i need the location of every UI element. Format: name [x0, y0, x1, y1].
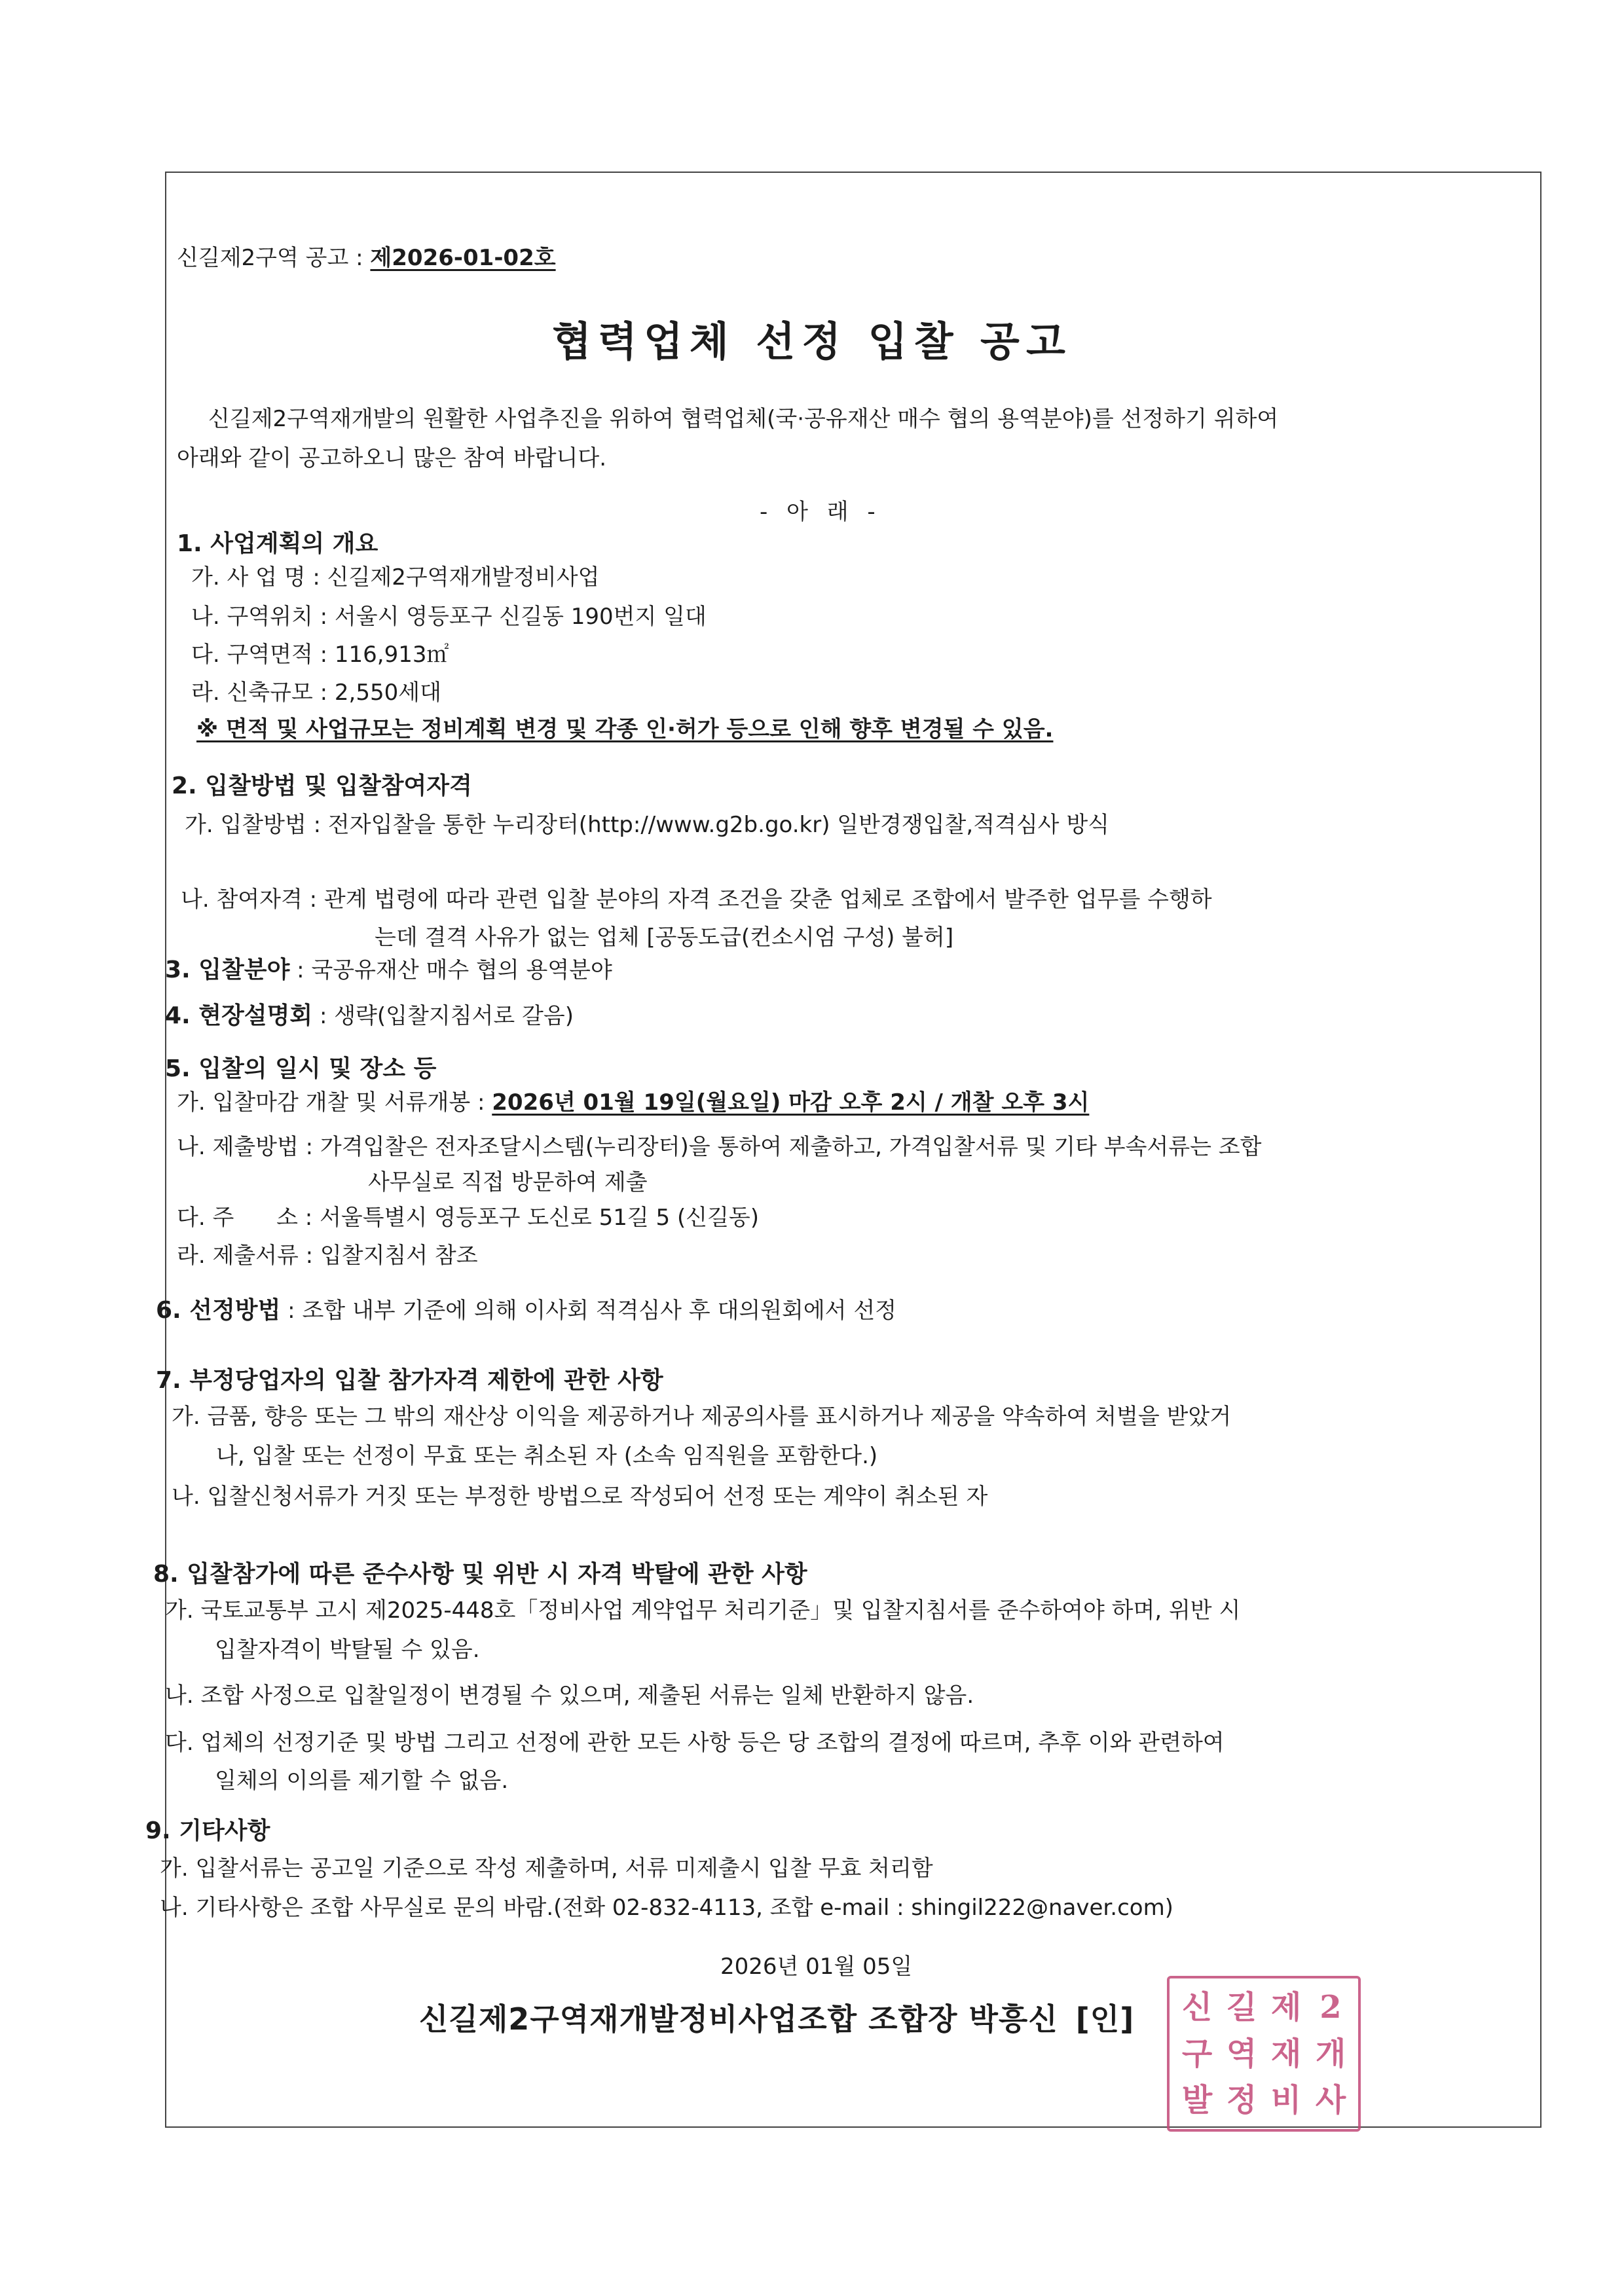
section-5-heading: 5. 입찰의 일시 및 장소 등	[165, 1055, 437, 1082]
seal-glyph: 신	[1181, 1988, 1213, 2026]
section-3	[165, 955, 612, 986]
section-1-item-b: 나. 구역위치 : 서울시 영등포구 신길동 190번지 일대	[191, 604, 707, 630]
section-1-item-c: 다. 구역면적 : 116,913㎡	[191, 642, 449, 668]
section-8-item-c-line-1: 다. 업체의 선정기준 및 방법 그리고 선정에 관한 모든 사항 등은 당 조합의 결정에 따르며, 추후 이와 관련하여	[165, 1730, 1225, 1756]
section-5-submit-line-1: 나. 제출방법 : 가격입찰은 전자조달시스템(누리장터)을 통하여 제출하고, 가격입찰서류 및 기타 부속서류는 조합	[177, 1134, 1262, 1160]
section-1-note: ※ 면적 및 사업규모는 정비계획 변경 및 각종 인·허가 등으로 인해 향후 변경될 수 있음.	[196, 716, 1054, 742]
seal-glyph: 정	[1226, 2082, 1257, 2119]
section-2-method: 가. 입찰방법 : 전자입찰을 통한 누리장터(http://www.g2b.go.kr) 일반경쟁입찰,적격심사 방식	[185, 812, 1110, 838]
section-6	[156, 1295, 896, 1326]
section-7-item-a-line-2: 나, 입찰 또는 선정이 무효 또는 취소된 자 (소속 임직원을 포함한다.)	[216, 1443, 878, 1469]
notice-date: 2026년 01월 05일	[720, 1954, 913, 1980]
section-5-documents: 라. 제출서류 : 입찰지침서 참조	[177, 1243, 478, 1269]
seal-glyph: 비	[1270, 2082, 1302, 2119]
section-7-item-a-line-1: 가. 금품, 향응 또는 그 밖의 재산상 이익을 제공하거나 제공의사를 표시하거나 제공을 약속하여 처벌을 받았거	[172, 1404, 1232, 1430]
section-5-submit-line-2: 사무실로 직접 방문하여 제출	[368, 1169, 648, 1195]
section-9-item-a: 가. 입찰서류는 공고일 기준으로 작성 제출하며, 서류 미제출시 입찰 무효 처리함	[160, 1855, 933, 1882]
section-4-heading: 4. 현장설명회	[165, 1002, 313, 1029]
seal-glyph: 제	[1270, 1988, 1302, 2026]
section-1-heading: 1. 사업계획의 개요	[177, 530, 378, 557]
section-2-heading: 2. 입찰방법 및 입찰참여자격	[172, 773, 472, 799]
seal-glyph: 사	[1315, 2082, 1346, 2119]
section-8-heading: 8. 입찰참가에 따른 준수사항 및 위반 시 자격 박탈에 관한 사항	[153, 1561, 807, 1588]
seal-glyph: 2	[1320, 1988, 1342, 2026]
signature-organization: 신길제2구역재개발정비사업조합 조합장 박흥신	[419, 2001, 1058, 2037]
section-7-item-b: 나. 입찰신청서류가 거짓 또는 부정한 방법으로 작성되어 선정 또는 계약이 취소된 자	[172, 1484, 988, 1510]
page-title: 협력업체 선정 입찰 공고	[552, 318, 1072, 365]
official-seal	[1167, 1976, 1361, 2132]
section-1-item-d: 라. 신축규모 : 2,550세대	[191, 680, 441, 706]
seal-glyph: 재	[1270, 2035, 1302, 2072]
section-8-item-c-line-2: 일체의 이의를 제기할 수 없음.	[215, 1768, 509, 1794]
notice-number-value: 제2026-01-02호	[370, 245, 556, 271]
section-8-item-b: 나. 조합 사정으로 입찰일정이 변경될 수 있으며, 제출된 서류는 일체 반환하지 않음.	[165, 1683, 974, 1709]
section-8-item-a-line-1: 가. 국토교통부 고시 제2025-448호「정비사업 계약업무 처리기준」및 입찰지침서를 준수하여야 하며, 위반 시	[165, 1597, 1241, 1624]
section-5-deadline	[177, 1087, 1089, 1118]
section-1-item-a: 가. 사 업 명 : 신길제2구역재개발정비사업	[191, 564, 600, 591]
section-2-qualification-line-1: 나. 참여자격 : 관계 법령에 따라 관련 입찰 분야의 자격 조건을 갖춘 업체로 조합에서 발주한 업무를 수행하	[181, 886, 1212, 913]
section-2-qualification-line-2: 는데 결격 사유가 없는 업체 [공동도급(컨소시엄 구성) 불허]	[375, 924, 954, 951]
intro-line-1: 신길제2구역재개발의 원활한 사업추진을 위하여 협력업체(국·공유재산 매수 협의 용역분야)를 선정하기 위하여	[208, 406, 1279, 432]
intro-line-2: 아래와 같이 공고하오니 많은 참여 바랍니다.	[177, 445, 607, 471]
section-9-item-b: 나. 기타사항은 조합 사무실로 문의 바람.(전화 02-832-4113, 조합 e-mail : shingil222@naver.com)	[160, 1895, 1173, 1921]
section-5-deadline-label: 가. 입찰마감 개찰 및 서류개봉 :	[177, 1089, 492, 1116]
seal-mark: [인]	[1075, 2001, 1135, 2037]
section-5-deadline-value: 2026년 01월 19일(월요일) 마감 오후 2시 / 개찰 오후 3시	[492, 1089, 1090, 1116]
section-3-text: : 국공유재산 매수 협의 용역분야	[289, 957, 612, 983]
section-9-heading: 9. 기타사항	[145, 1817, 270, 1844]
seal-glyph: 역	[1226, 2035, 1257, 2072]
seal-glyph: 길	[1226, 1988, 1257, 2026]
section-7-heading: 7. 부정당업자의 입찰 참가자격 제한에 관한 사항	[156, 1367, 663, 1394]
section-4	[165, 1000, 574, 1032]
section-8-item-a-line-2: 입찰자격이 박탈될 수 있음.	[215, 1637, 480, 1663]
notice-number	[177, 242, 556, 274]
notice-number-prefix: 신길제2구역 공고 :	[177, 245, 371, 271]
seal-glyph: 개	[1315, 2035, 1346, 2072]
section-4-text: : 생략(입찰지침서로 갈음)	[312, 1003, 574, 1029]
below-marker: - 아 래 -	[760, 499, 876, 525]
seal-glyph: 발	[1181, 2082, 1213, 2119]
section-5-address: 다. 주 소 : 서울특별시 영등포구 도신로 51길 5 (신길동)	[177, 1205, 760, 1231]
seal-glyph: 구	[1181, 2035, 1213, 2072]
signature-line	[419, 1995, 1134, 2039]
section-6-text: : 조합 내부 기준에 의해 이사회 적격심사 후 대의원회에서 선정	[280, 1298, 897, 1324]
section-3-heading: 3. 입찰분야	[165, 957, 290, 983]
section-6-heading: 6. 선정방법	[156, 1297, 281, 1324]
